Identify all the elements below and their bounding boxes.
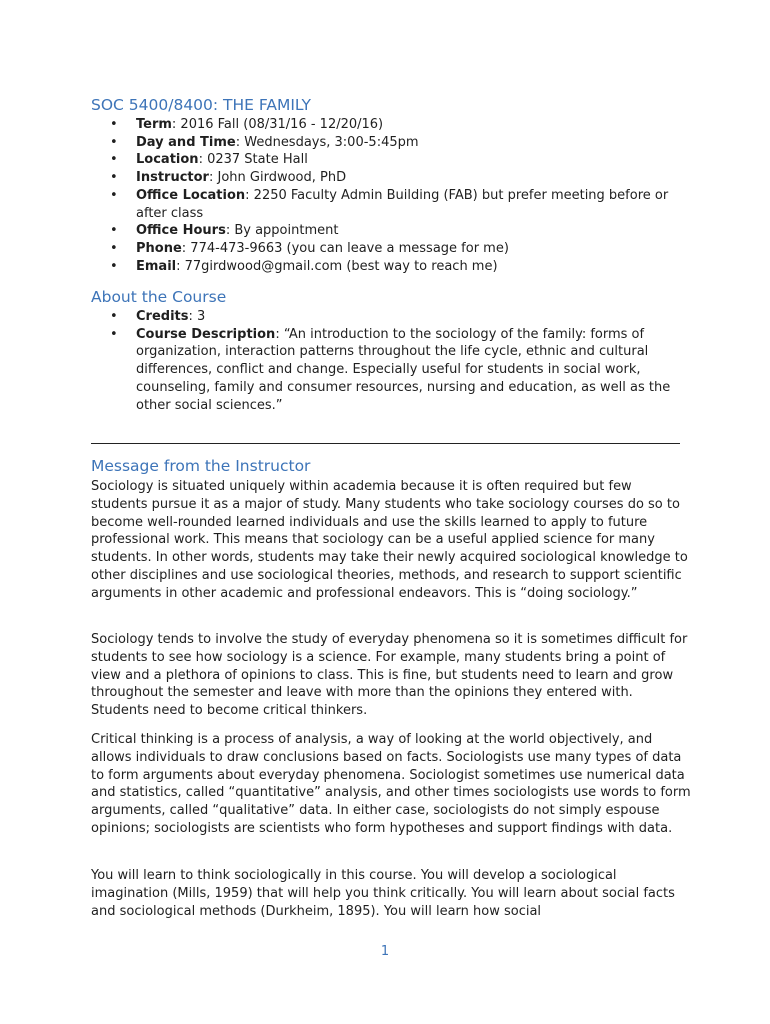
bullet-icon: • [110, 117, 118, 132]
list-item-term [91, 116, 676, 134]
list-item-day-time [91, 134, 676, 152]
bullet-icon: • [110, 152, 118, 168]
item-label: Term [136, 117, 172, 132]
list-item-phone [91, 240, 676, 258]
bullet-icon: • [110, 187, 118, 203]
list-item-office-location [91, 187, 676, 222]
item-value: : Wednesdays, 3:00-5:45pm [235, 134, 419, 150]
item-value: : John Girdwood, PhD [208, 170, 347, 186]
message-paragraph: You will learn to think sociologically in this course. You will develop a sociological imagination (Mills, 1959) that will help you think critically. You will learn about social facts and sociological methods (Durkheim, 1895). You will learn how social [91, 868, 675, 919]
item-value: : 77girdwood@gmail.com (best way to reach me) [176, 258, 498, 274]
course-title: SOC 5400/8400: THE FAMILY [91, 96, 311, 114]
item-value: : 3 [188, 309, 206, 324]
item-value: : 774-473-9663 (you can leave a message for me) [181, 240, 509, 256]
item-value: : By appointment [225, 223, 339, 239]
item-label: Course Description [136, 326, 276, 342]
about-info-list [91, 308, 676, 414]
message-paragraph: Critical thinking is a process of analysis, a way of looking at the world objectively, and allows individuals to draw conclusions based on facts. Sociologists use many types of data to form arguments about everyday phenomena. Sociologist sometimes use numerical data and statistics, called “quantitative” analysis, and other times sociologists use words to form arguments, called “qualitative” data. In either case, sociologists do not simply espouse opinions; sociologists are scientists who form hypotheses and support findings with data. [91, 732, 691, 836]
list-item-office-hours [91, 222, 676, 240]
list-item-instructor [91, 169, 676, 187]
list-item-credits [91, 308, 676, 326]
list-item-location [91, 151, 676, 169]
bullet-icon: • [110, 134, 118, 150]
item-label: Location [136, 152, 199, 168]
item-value: : 2016 Fall (08/31/16 - 12/20/16) [171, 117, 384, 132]
item-value: : 2250 Faculty Admin Building (FAB) but prefer meeting before or after class [136, 187, 669, 221]
item-label: Instructor [136, 170, 209, 186]
item-value: : “An introduction to the sociology of the family: forms of organization, interaction patterns throughout the life cycle, ethnic and cultural differences, conflict and change. Especially useful for students in social work, counseling, family and consumer resources, nursing and education, as well as the other social sciences.” [136, 326, 671, 413]
message-heading: Message from the Instructor [91, 457, 311, 475]
item-label: Email [136, 258, 177, 274]
bullet-icon: • [110, 223, 118, 239]
message-paragraph: Sociology tends to involve the study of everyday phenomena so it is sometimes difficult for students to see how sociology is a science. For example, many students bring a point of view and a plethora of opinions to class. This is fine, but students need to learn and grow throughout the semester and leave with more than the opinions they entered with. Students need to become critical thinkers. [91, 632, 688, 719]
message-paragraph: Sociology is situated uniquely within academia because it is often required but few students pursue it as a major of study. Many students who take sociology courses do so to become well-rounded learned individuals and use the skills learned to apply to future professional work. This means that sociology can be a useful applied science for many students. In other words, students may take their newly acquired sociological knowledge to other disciplines and use sociological theories, methods, and research to support scientific arguments in other academic and professional endeavors. This is “doing sociology.” [91, 479, 688, 601]
list-item-course-description [91, 326, 676, 415]
item-label: Office Location [136, 187, 246, 203]
bullet-icon: • [110, 326, 118, 342]
item-label: Phone [136, 240, 182, 256]
item-label: Credits [136, 309, 189, 324]
course-info-list [91, 116, 676, 275]
list-item-email [91, 258, 676, 276]
item-label: Day and Time [136, 134, 236, 150]
item-label: Office Hours [136, 223, 226, 239]
bullet-icon: • [110, 258, 118, 274]
page-number: 1 [380, 944, 390, 959]
bullet-icon: • [110, 240, 118, 256]
item-value: : 0237 State Hall [198, 152, 308, 168]
about-heading: About the Course [91, 288, 227, 306]
section-divider [91, 443, 680, 444]
bullet-icon: • [110, 170, 118, 186]
bullet-icon: • [110, 309, 118, 324]
